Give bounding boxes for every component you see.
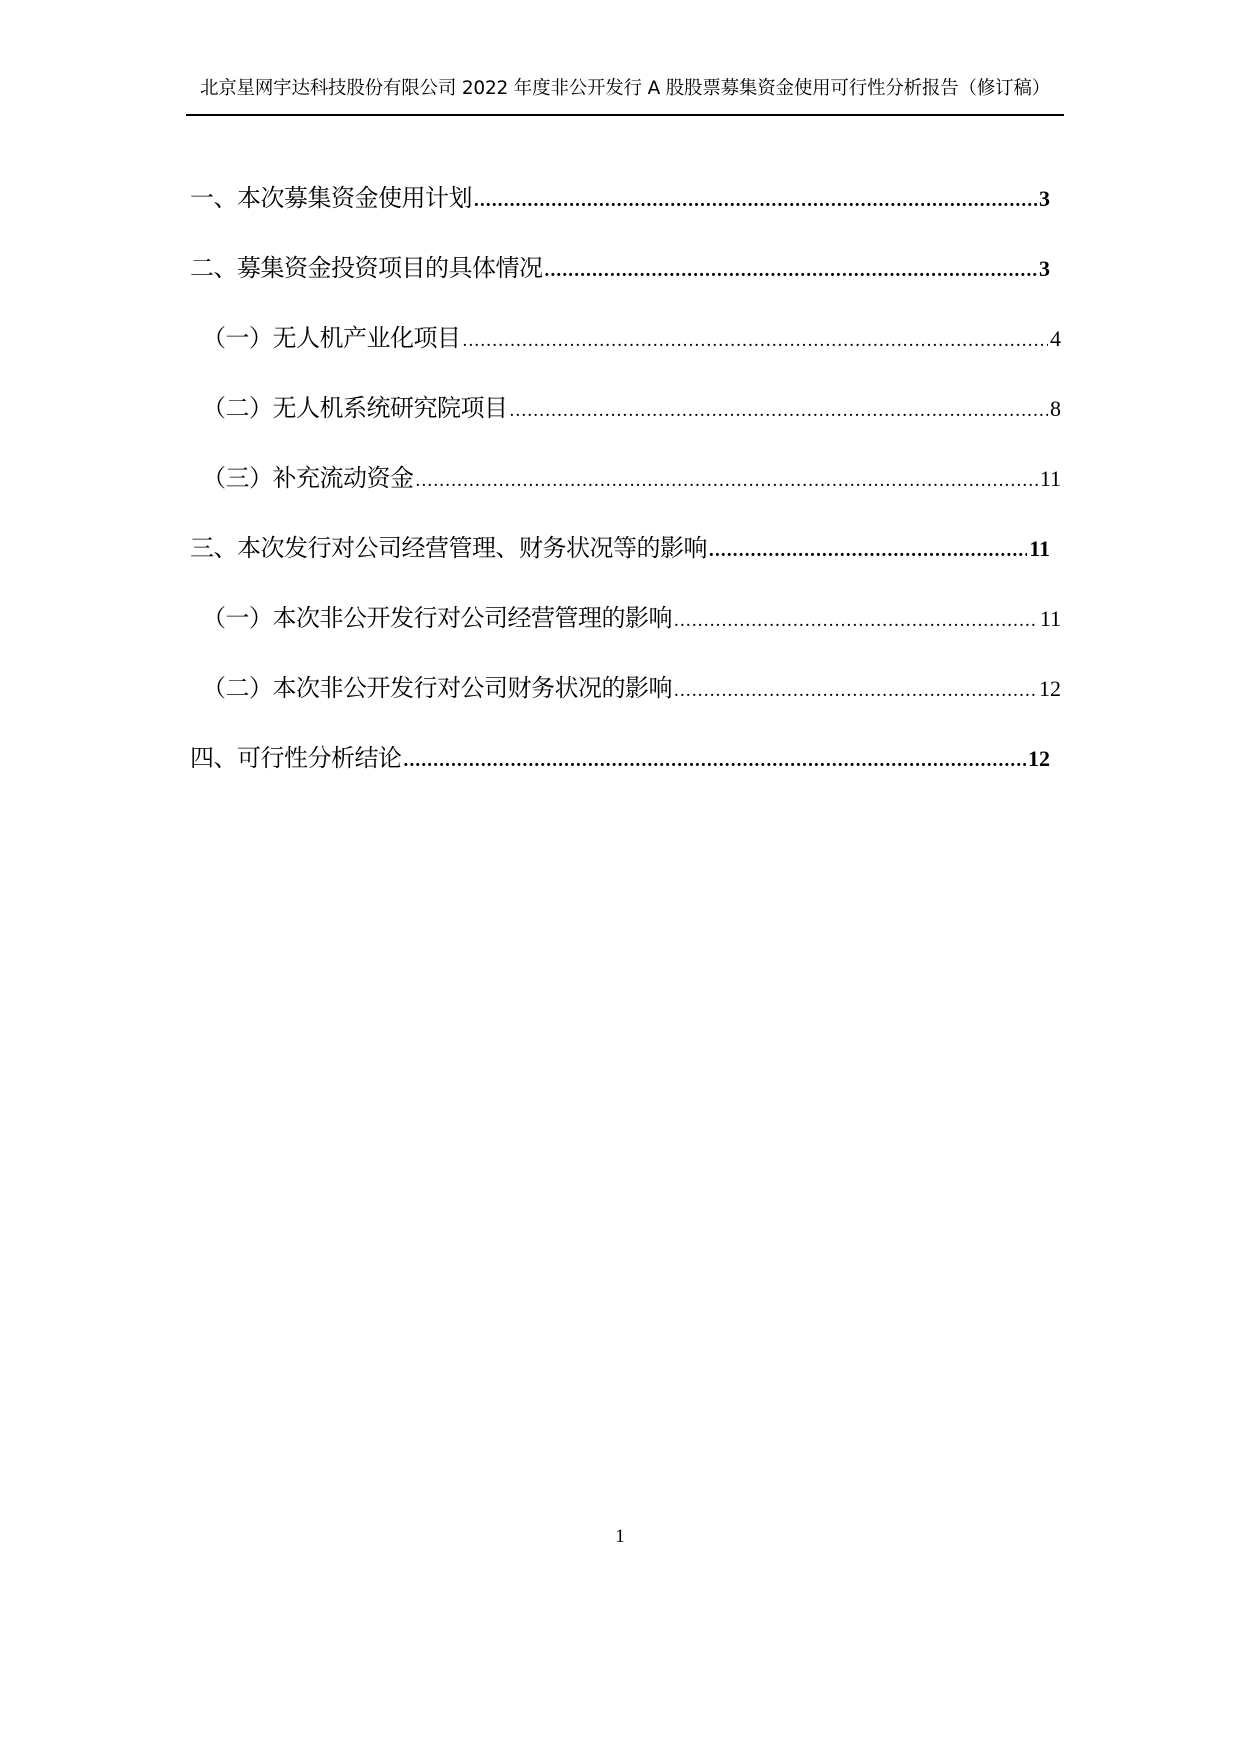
toc-entry-page: 12 — [1028, 746, 1050, 771]
toc-leader-dots — [510, 400, 1049, 422]
toc-entry-label: （二）无人机系统研究院项目 — [202, 394, 508, 422]
toc-entry-page: 3 — [1039, 256, 1050, 281]
toc-entry-2[interactable] — [190, 248, 1050, 288]
toc-entry-1[interactable] — [190, 178, 1050, 218]
toc-entry-2-3[interactable] — [202, 458, 1061, 498]
toc-entry-page: 8 — [1050, 396, 1061, 421]
toc-entry-page: 4 — [1050, 326, 1061, 351]
toc-entry-3[interactable] — [190, 528, 1050, 568]
toc-leader-dots — [674, 680, 1037, 702]
page-number: 1 — [615, 1526, 625, 1547]
toc-entry-3-1[interactable] — [202, 598, 1061, 638]
toc-leader-dots — [674, 610, 1038, 632]
toc-entry-label: （三）补充流动资金 — [202, 464, 414, 492]
toc-entry-label: 二、募集资金投资项目的具体情况 — [190, 254, 543, 282]
toc-entry-4[interactable] — [190, 738, 1050, 778]
toc-entry-label: （二）本次非公开发行对公司财务状况的影响 — [202, 674, 672, 702]
toc-leader-dots — [463, 330, 1049, 352]
toc-entry-label: 一、本次募集资金使用计划 — [190, 184, 472, 212]
toc-entry-page: 11 — [1039, 466, 1061, 491]
toc-entry-page: 3 — [1039, 186, 1050, 211]
toc-entry-label: （一）本次非公开发行对公司经营管理的影响 — [202, 604, 672, 632]
toc-entry-page: 11 — [1029, 536, 1050, 561]
header-rule — [186, 114, 1064, 116]
toc-entry-page: 12 — [1039, 676, 1061, 701]
toc-entry-2-2[interactable] — [202, 388, 1061, 428]
toc-entry-3-2[interactable] — [202, 668, 1061, 708]
running-header: 北京星网宇达科技股份有限公司 2022 年度非公开发行 A 股股票募集资金使用可行性分析报告（修订稿） — [199, 78, 1051, 99]
toc-entry-page: 11 — [1039, 606, 1061, 631]
toc-leader-dots — [545, 260, 1038, 282]
toc-leader-dots — [404, 750, 1027, 772]
toc-entry-label: （一）无人机产业化项目 — [202, 324, 461, 352]
toc-leader-dots — [474, 190, 1037, 212]
toc-leader-dots — [709, 540, 1027, 562]
toc-leader-dots — [416, 470, 1038, 492]
toc-entry-2-1[interactable] — [202, 318, 1061, 358]
toc-entry-label: 四、可行性分析结论 — [190, 744, 402, 772]
toc-entry-label: 三、本次发行对公司经营管理、财务状况等的影响 — [190, 534, 707, 562]
